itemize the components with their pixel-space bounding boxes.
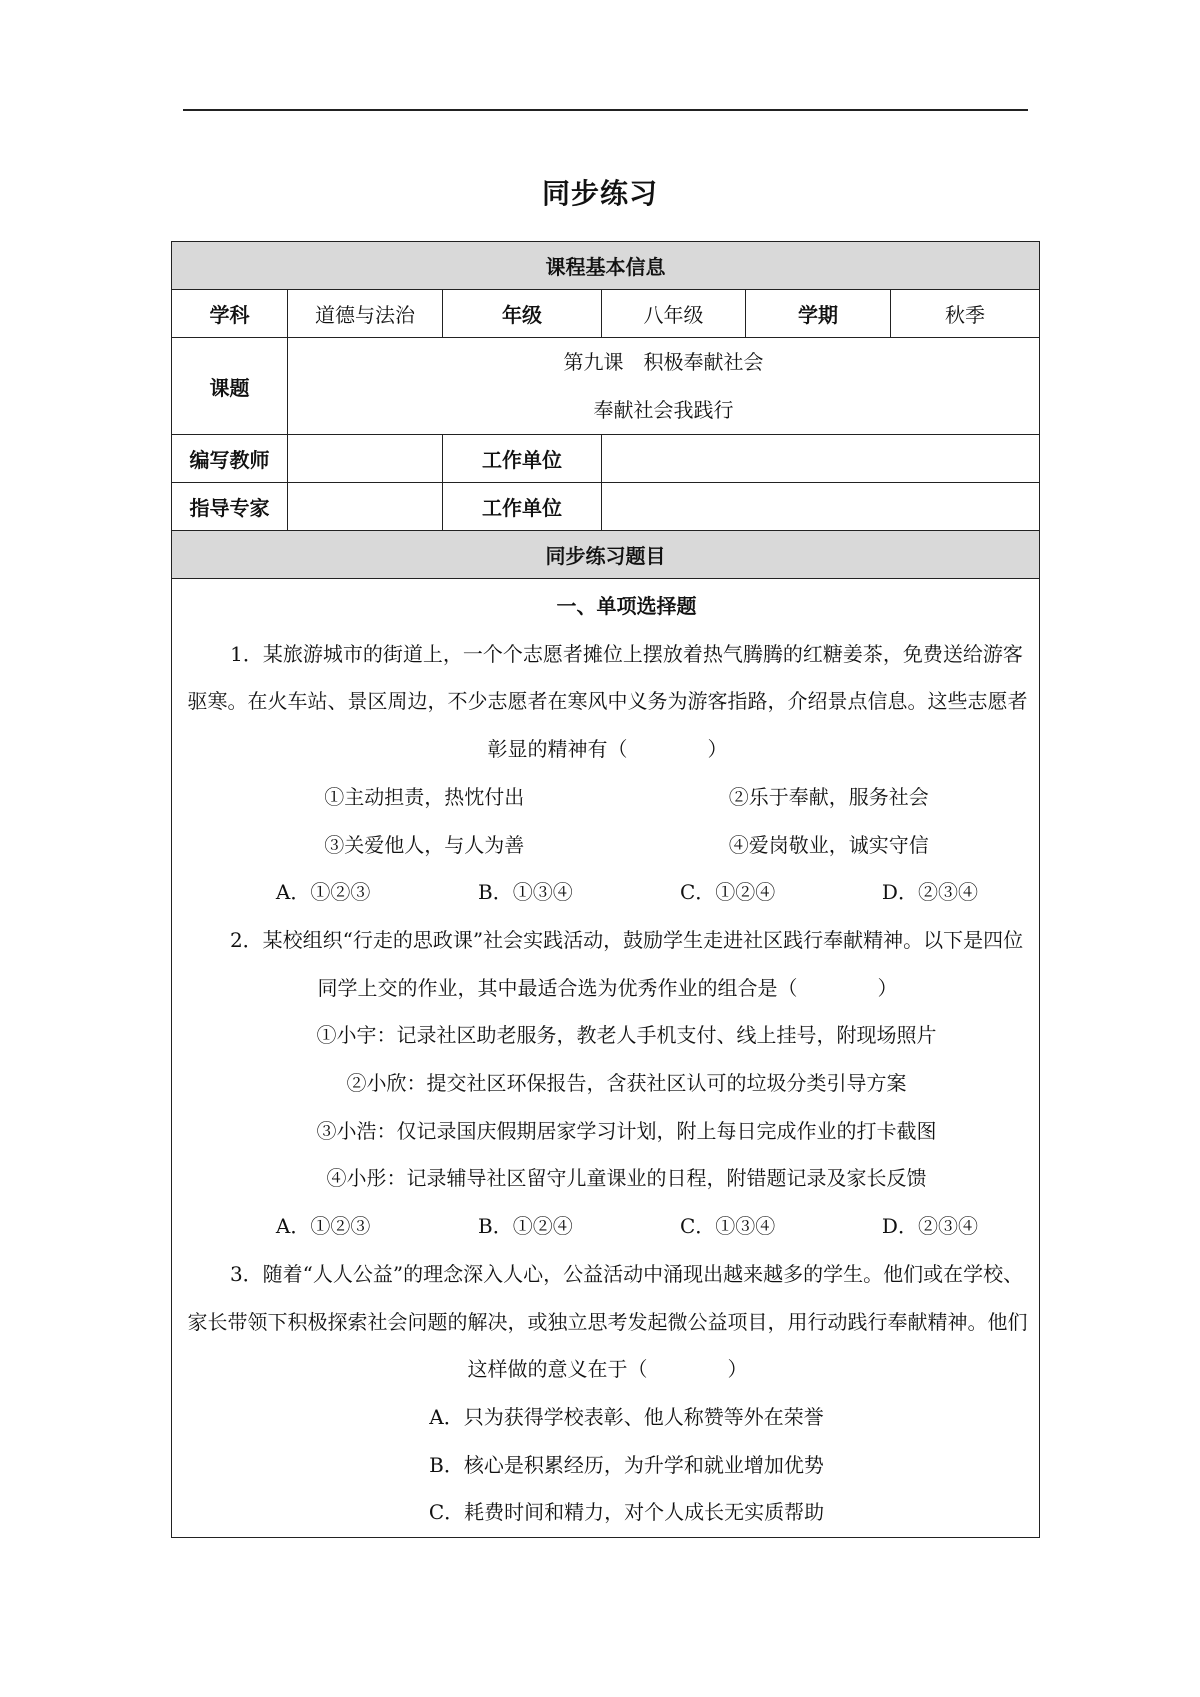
question-2-statement-2: ②小欣：提交社区环保报告，含获社区认可的垃圾分类引导方案 <box>346 1071 907 1096</box>
question-1-statements-row-1 <box>184 774 1031 822</box>
work-unit-value-1 <box>602 435 1040 483</box>
exercise-body <box>172 579 1040 1538</box>
topic-line-2: 奉献社会我践行 <box>593 398 734 422</box>
expert-value <box>288 483 443 531</box>
question-3-stem: 3．随着“人人公益”的理念深入人心，公益活动中涌现出越来越多的学生。他们或在学校、家长带领下积极探索社会问题的解决，或独立思考发起微公益项目，用行动践行奉献精神。他们这样做的意义在于（ ） <box>187 1261 1028 1382</box>
subject-value: 道德与法治 <box>288 290 443 338</box>
question-1-statement-3: ③关爱他人，与人为善 <box>324 832 525 857</box>
question-2-options <box>184 1203 1031 1251</box>
question-2-statement-1: ①小宇：记录社区助老服务，教老人手机支付、线上挂号，附现场照片 <box>316 1023 937 1048</box>
work-unit-value-2 <box>602 483 1040 531</box>
subject-label: 学科 <box>172 290 288 338</box>
topic-value <box>288 338 1040 435</box>
question-1-options <box>184 869 1031 917</box>
course-info-table <box>171 241 1040 1538</box>
term-value: 秋季 <box>891 290 1040 338</box>
header-rule <box>183 109 1028 111</box>
question-2-stem: 2．某校组织“行走的思政课”社会实践活动，鼓励学生走进社区践行奉献精神。以下是四位同学上交的作业，其中最适合选为优秀作业的组合是（ ） <box>229 927 1024 1000</box>
question-2-statement-4: ④小彤：记录辅导社区留守儿童课业的日程，附错题记录及家长反馈 <box>326 1166 927 1191</box>
teacher-value <box>288 435 443 483</box>
question-1-option-a: A．①②③ <box>275 880 371 905</box>
question-1-statement-4: ④爱岗敬业，诚实守信 <box>728 832 929 857</box>
topic-label: 课题 <box>172 338 288 435</box>
question-3-option-b: B．核心是积累经历，为升学和就业增加优势 <box>429 1452 824 1477</box>
page-title: 同步练习 <box>541 177 658 210</box>
question-1-option-b: B．①③④ <box>478 880 573 905</box>
question-2-option-b: B．①②④ <box>478 1214 573 1239</box>
exercise-header: 同步练习题目 <box>172 531 1040 579</box>
question-2-option-d: D．②③④ <box>881 1214 978 1239</box>
section-heading: 一、单项选择题 <box>556 594 697 618</box>
grade-label: 年级 <box>443 290 602 338</box>
question-2-option-c: C．①③④ <box>680 1214 776 1239</box>
question-1-statements-row-2 <box>184 822 1031 870</box>
teacher-label: 编写教师 <box>172 435 288 483</box>
work-unit-label-2: 工作单位 <box>443 483 602 531</box>
term-label: 学期 <box>746 290 891 338</box>
question-3-option-c: C．耗费时间和精力，对个人成长无实质帮助 <box>428 1500 825 1525</box>
expert-label: 指导专家 <box>172 483 288 531</box>
question-1-statement-1: ①主动担责，热忱付出 <box>324 784 525 809</box>
question-3-option-a: A．只为获得学校表彰、他人称赞等外在荣誉 <box>429 1404 824 1429</box>
question-1-stem: 1．某旅游城市的街道上，一个个志愿者摊位上摆放着热气腾腾的红糖姜茶，免费送给游客驱寒。在火车站、景区周边，不少志愿者在寒风中义务为游客指路，介绍景点信息。这些志愿者彰显的精神有（ ） <box>187 641 1028 762</box>
question-1-option-c: C．①②④ <box>680 880 776 905</box>
question-2-option-a: A．①②③ <box>275 1214 371 1239</box>
grade-value: 八年级 <box>602 290 746 338</box>
question-1-statement-2: ②乐于奉献，服务社会 <box>728 784 929 809</box>
question-2-statement-3: ③小浩：仅记录国庆假期居家学习计划，附上每日完成作业的打卡截图 <box>316 1118 937 1143</box>
work-unit-label-1: 工作单位 <box>443 435 602 483</box>
course-info-header: 课程基本信息 <box>172 242 1040 290</box>
topic-line-1: 第九课 积极奉献社会 <box>563 350 764 374</box>
question-1-option-d: D．②③④ <box>881 880 978 905</box>
